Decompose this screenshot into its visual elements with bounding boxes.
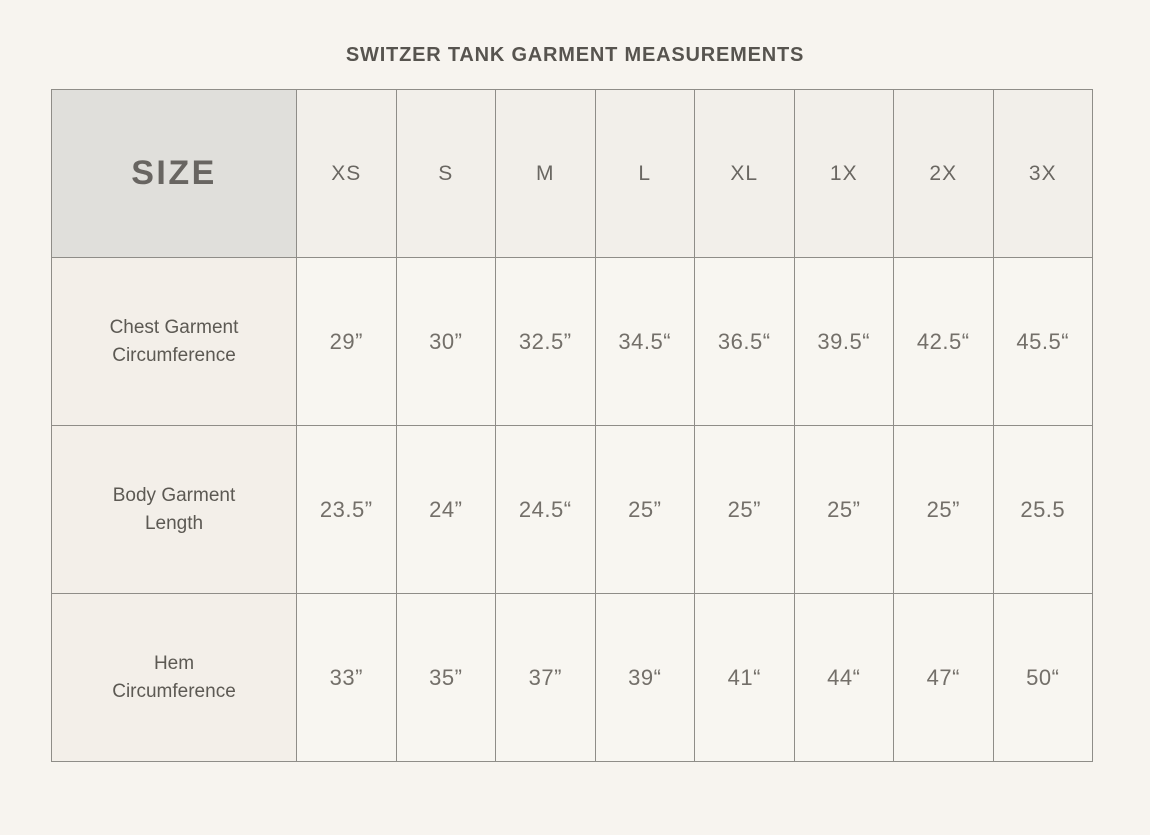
row-label-cell bbox=[52, 426, 297, 594]
measurement-value-cell: 25” bbox=[894, 426, 994, 594]
garment-measurements-table bbox=[51, 89, 1093, 762]
row-label-cell bbox=[52, 594, 297, 762]
table-body bbox=[52, 258, 1093, 762]
measurement-value-cell: 50“ bbox=[993, 594, 1093, 762]
measurement-value-cell: 42.5“ bbox=[894, 258, 994, 426]
row-label-line: Body Garment bbox=[112, 484, 236, 506]
measurement-value-cell: 44“ bbox=[794, 594, 894, 762]
size-header-cell-xs: XS bbox=[297, 90, 397, 258]
row-label-line: Length bbox=[144, 512, 204, 534]
measurement-value-cell: 36.5“ bbox=[695, 258, 795, 426]
measurement-value-cell: 24.5“ bbox=[496, 426, 596, 594]
row-label-line: Chest Garment bbox=[109, 316, 239, 338]
size-header-cell-2x: 2X bbox=[894, 90, 994, 258]
measurement-value-cell: 47“ bbox=[894, 594, 994, 762]
size-header-cell-xl: XL bbox=[695, 90, 795, 258]
row-label-cell bbox=[52, 258, 297, 426]
size-header-cell-m: M bbox=[496, 90, 596, 258]
measurement-value-cell: 37” bbox=[496, 594, 596, 762]
measurement-value-cell: 25” bbox=[595, 426, 695, 594]
measurement-value-cell: 39“ bbox=[595, 594, 695, 762]
measurement-value-cell: 45.5“ bbox=[993, 258, 1093, 426]
table-row-chest-circumference bbox=[52, 258, 1093, 426]
table-header bbox=[52, 90, 1093, 258]
page-title: SWITZER TANK GARMENT MEASUREMENTS bbox=[345, 44, 805, 66]
size-header-cell-s: S bbox=[396, 90, 496, 258]
measurement-value-cell: 29” bbox=[297, 258, 397, 426]
table-row-body-length bbox=[52, 426, 1093, 594]
measurement-value-cell: 25.5 bbox=[993, 426, 1093, 594]
row-label-line: Circumference bbox=[112, 344, 236, 366]
table-row-hem-circumference bbox=[52, 594, 1093, 762]
measurement-value-cell: 33” bbox=[297, 594, 397, 762]
row-label-line: Hem bbox=[153, 652, 195, 674]
row-label-line: Circumference bbox=[112, 680, 236, 702]
measurement-value-cell: 34.5“ bbox=[595, 258, 695, 426]
measurement-value-cell: 30” bbox=[396, 258, 496, 426]
size-header-cell-3x: 3X bbox=[993, 90, 1093, 258]
measurement-value-cell: 32.5” bbox=[496, 258, 596, 426]
size-header-cell-l: L bbox=[595, 90, 695, 258]
measurement-value-cell: 25” bbox=[794, 426, 894, 594]
measurement-value-cell: 23.5” bbox=[297, 426, 397, 594]
size-header-row bbox=[52, 90, 1093, 258]
measurement-value-cell: 35” bbox=[396, 594, 496, 762]
size-corner-cell: SIZE bbox=[52, 90, 297, 258]
measurement-value-cell: 39.5“ bbox=[794, 258, 894, 426]
measurement-value-cell: 41“ bbox=[695, 594, 795, 762]
measurement-value-cell: 25” bbox=[695, 426, 795, 594]
size-header-cell-1x: 1X bbox=[794, 90, 894, 258]
measurement-value-cell: 24” bbox=[396, 426, 496, 594]
